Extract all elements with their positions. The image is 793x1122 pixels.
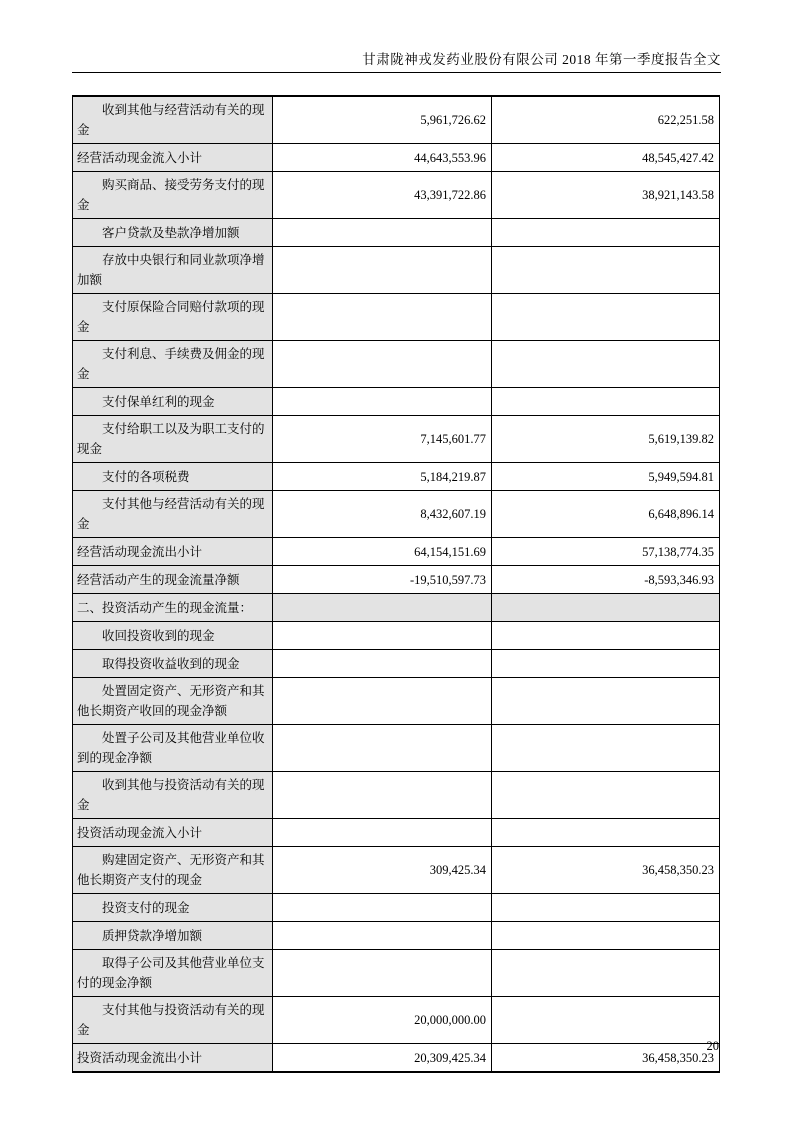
current-period-value-cell [273,219,492,246]
row-label-cell [73,725,273,771]
row-label-cell [73,463,273,490]
table-row [73,172,719,219]
row-label: 取得投资收益收到的现金 [102,656,240,671]
table-row [73,922,719,950]
current-period-value-cell: 20,000,000.00 [273,997,492,1043]
current-period-value-cell: 5,961,726.62 [273,97,492,143]
prior-period-value-cell [492,341,719,387]
row-label-cell [73,538,273,565]
prior-period-value-cell: 6,648,896.14 [492,491,719,537]
row-label-cell [73,247,273,293]
row-label: 支付的各项税费 [102,469,190,484]
prior-period-value-cell [492,622,719,649]
current-period-value-cell [273,341,492,387]
row-label: 处置子公司及其他营业单位收到的现金净额 [77,731,265,765]
current-period-value-cell [273,819,492,846]
page-header [72,52,721,73]
row-label: 购买商品、接受劳务支付的现金 [77,178,265,212]
row-label-cell [73,622,273,649]
table-row [73,341,719,388]
table-row [73,894,719,922]
table-row [73,997,719,1044]
prior-period-value-cell [492,247,719,293]
prior-period-value-cell [492,950,719,996]
row-label: 支付原保险合同赔付款项的现金 [77,300,265,334]
current-period-value-cell [273,594,492,621]
prior-period-value-cell [492,678,719,724]
current-period-value-cell: -19,510,597.73 [273,566,492,593]
row-label-cell [73,950,273,996]
prior-period-value-cell [492,894,719,921]
prior-period-value-cell: 36,458,350.23 [492,1044,719,1071]
row-label: 投资活动现金流入小计 [77,825,203,840]
prior-period-value-cell [492,219,719,246]
prior-period-value-cell [492,997,719,1043]
current-period-value-cell: 43,391,722.86 [273,172,492,218]
row-label: 二、投资活动产生的现金流量： [77,600,253,615]
row-label-cell [73,219,273,246]
row-label: 支付给职工以及为职工支付的现金 [77,422,265,456]
current-period-value-cell: 7,145,601.77 [273,416,492,462]
table-row [73,725,719,772]
row-label-cell [73,650,273,677]
current-period-value-cell [273,950,492,996]
prior-period-value-cell: -8,593,346.93 [492,566,719,593]
table-row [73,622,719,650]
row-label: 收到其他与经营活动有关的现金 [77,103,265,137]
current-period-value-cell: 8,432,607.19 [273,491,492,537]
table-row [73,144,719,172]
table-row [73,463,719,491]
row-label: 经营活动产生的现金流量净额 [77,572,240,587]
row-label-cell [73,847,273,893]
row-label-cell [73,678,273,724]
prior-period-value-cell [492,650,719,677]
row-label: 处置固定资产、无形资产和其他长期资产收回的现金净额 [77,684,265,718]
current-period-value-cell [273,622,492,649]
prior-period-value-cell: 57,138,774.35 [492,538,719,565]
prior-period-value-cell: 5,949,594.81 [492,463,719,490]
row-label: 经营活动现金流出小计 [77,544,203,559]
row-label-cell [73,594,273,621]
row-label-cell [73,894,273,921]
prior-period-value-cell: 5,619,139.82 [492,416,719,462]
table-row [73,772,719,819]
table-row [73,491,719,538]
row-label-cell [73,172,273,218]
current-period-value-cell [273,678,492,724]
row-label-cell [73,566,273,593]
row-label-cell [73,491,273,537]
current-period-value-cell [273,772,492,818]
row-label-cell [73,997,273,1043]
prior-period-value-cell: 622,251.58 [492,97,719,143]
table-row [73,819,719,847]
row-label-cell [73,97,273,143]
row-label: 收到其他与投资活动有关的现金 [77,778,265,812]
prior-period-value-cell: 48,545,427.42 [492,144,719,171]
row-label: 取得子公司及其他营业单位支付的现金净额 [77,956,265,990]
current-period-value-cell [273,922,492,949]
table-row [73,594,719,622]
row-label: 客户贷款及垫款净增加额 [102,225,240,240]
table-row [73,950,719,997]
prior-period-value-cell [492,922,719,949]
prior-period-value-cell [492,388,719,415]
table-row [73,388,719,416]
row-label: 支付保单红利的现金 [102,394,215,409]
cash-flow-table [72,95,720,1073]
current-period-value-cell: 44,643,553.96 [273,144,492,171]
prior-period-value-cell [492,594,719,621]
row-label: 支付利息、手续费及佣金的现金 [77,347,265,381]
row-label-cell [73,144,273,171]
table-row [73,650,719,678]
page-number: 20 [706,1039,719,1053]
row-label: 存放中央银行和同业款项净增加额 [77,253,265,287]
current-period-value-cell [273,725,492,771]
prior-period-value-cell: 38,921,143.58 [492,172,719,218]
prior-period-value-cell [492,772,719,818]
current-period-value-cell [273,388,492,415]
table-row [73,416,719,463]
current-period-value-cell [273,894,492,921]
row-label-cell [73,772,273,818]
prior-period-value-cell [492,294,719,340]
table-row [73,97,719,144]
table-row [73,566,719,594]
prior-period-value-cell [492,725,719,771]
current-period-value-cell: 309,425.34 [273,847,492,893]
current-period-value-cell: 20,309,425.34 [273,1044,492,1071]
table-row [73,847,719,894]
row-label-cell [73,1044,273,1071]
row-label-cell [73,922,273,949]
row-label-cell [73,388,273,415]
row-label-cell [73,416,273,462]
row-label-cell [73,294,273,340]
table-row [73,538,719,566]
current-period-value-cell: 5,184,219.87 [273,463,492,490]
prior-period-value-cell [492,819,719,846]
table-row [73,678,719,725]
current-period-value-cell: 64,154,151.69 [273,538,492,565]
table-row [73,247,719,294]
current-period-value-cell [273,294,492,340]
table-row [73,1044,719,1071]
row-label: 经营活动现金流入小计 [77,150,203,165]
row-label: 投资支付的现金 [102,900,190,915]
header-title: 甘肃陇神戎发药业股份有限公司 2018 年第一季度报告全文 [362,52,721,67]
row-label: 质押贷款净增加额 [102,928,203,943]
table-row [73,294,719,341]
current-period-value-cell [273,247,492,293]
current-period-value-cell [273,650,492,677]
row-label: 支付其他与投资活动有关的现金 [77,1003,265,1037]
table-row [73,219,719,247]
row-label-cell [73,819,273,846]
prior-period-value-cell: 36,458,350.23 [492,847,719,893]
row-label: 支付其他与经营活动有关的现金 [77,497,265,531]
row-label: 收回投资收到的现金 [102,628,215,643]
row-label: 购建固定资产、无形资产和其他长期资产支付的现金 [77,853,265,887]
row-label-cell [73,341,273,387]
row-label: 投资活动现金流出小计 [77,1050,203,1065]
